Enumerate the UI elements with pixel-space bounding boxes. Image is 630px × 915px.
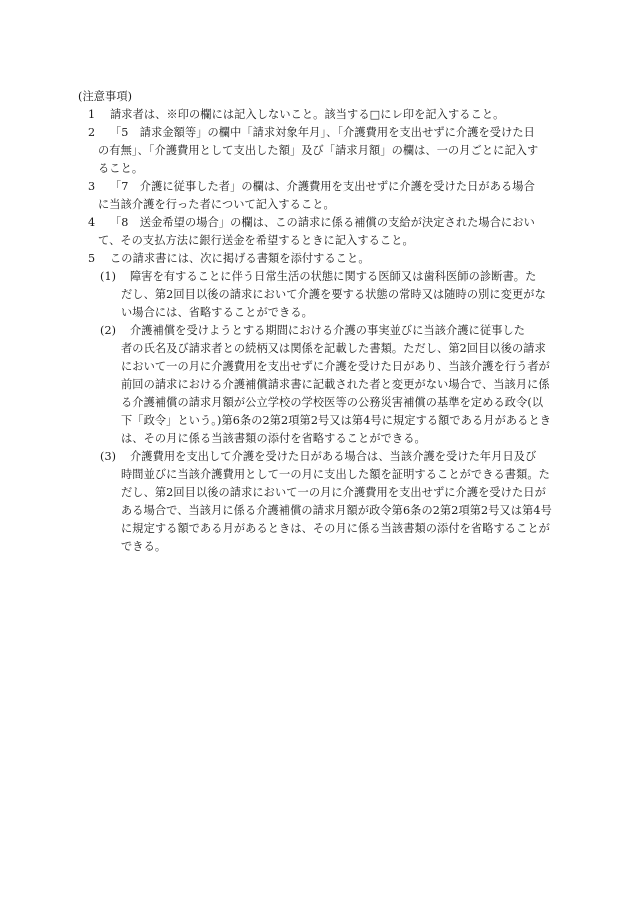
note-line: 「8 送金希望の場合」の欄は、この請求に係る補償の支給が決定された場合におい <box>110 216 535 229</box>
note-number: 2 <box>88 126 96 139</box>
subnote-line: に規定する額である月があるときは、その月に係る当該書類の添付を省略することが <box>121 522 550 535</box>
subnote-line: い場合には、省略することができる。 <box>121 306 313 319</box>
subnote-line: 者の氏名及び請求者との続柄又は関係を記載した書類。ただし、第2回目以後の請求 <box>121 342 546 355</box>
subnote-line: 前回の請求における介護補償請求書に記載された者と変更がない場合で、当該月に係 <box>121 378 550 391</box>
subnote-line: る介護補償の請求月額が公立学校の学校医等の公務災害補償の基準を定める政令(以 <box>121 396 544 409</box>
note-line: 「5 請求金額等」の欄中「請求対象年月」、「介護費用を支出せずに介護を受けた日 <box>110 126 535 139</box>
subnote-line: において一の月に介護費用を支出せずに介護を受けた日があり、当該介護を行う者が <box>121 360 550 373</box>
subnote-line: は、その月に係る当該書類の添付を省略することができる。 <box>121 432 426 445</box>
subnote-line: 介護費用を支出して介護を受けた日がある場合は、当該介護を受けた年月日及び <box>130 450 537 463</box>
note-line: ること。 <box>98 162 144 175</box>
subnote-number: (2) <box>100 324 117 337</box>
note-number: 1 <box>88 108 96 121</box>
note-number: 5 <box>88 252 96 265</box>
subnote-line: 障害を有することに伴う日常生活の状態に関する医師又は歯科医師の診断書。た <box>130 270 537 283</box>
subnote-line: だし、第2回目以後の請求において介護を要する状態の常時又は随時の別に変更がな <box>121 288 546 301</box>
subnote-line: 時間並びに当該介護費用として一の月に支出した額を証明することができる書類。た <box>121 468 550 481</box>
note-line: の有無」、「介護費用として支出した額」及び「請求月額」の欄は、一の月ごとに記入す <box>98 144 539 157</box>
note-line: て、その支払方法に銀行送金を希望するときに記入すること。 <box>98 234 414 247</box>
subnote-number: (3) <box>100 450 117 463</box>
note-line: に当該介護を行った者について記入すること。 <box>98 198 335 211</box>
subnote-line: ある場合で、当該月に係る介護補償の請求月額が政令第6条の2第2項第2号又は第4号 <box>121 504 552 517</box>
notes-heading: (注意事項) <box>78 90 133 103</box>
subnote-line: だし、第2回目以後の請求において一の月に介護費用を支出せずに介護を受けた日が <box>121 486 546 499</box>
subnote-line: 下「政令」という。)第6条の2第2項第2号又は第4号に規定する額である月があるとき <box>121 414 552 427</box>
subnote-number: (1) <box>100 270 117 283</box>
subnote-line: 介護補償を受けようとする期間における介護の事実並びに当該介護に従事した <box>130 324 526 337</box>
subnote-line: できる。 <box>121 540 167 553</box>
note-number: 4 <box>88 216 96 229</box>
note-line: この請求書には、次に掲げる書類を添付すること。 <box>110 252 370 265</box>
note-line: 請求者は、※印の欄には記入しないこと。該当する□にレ印を記入すること。 <box>110 108 505 121</box>
note-line: 「7 介護に従事した者」の欄は、介護費用を支出せずに介護を受けた日がある場合 <box>110 180 535 193</box>
note-number: 3 <box>88 180 96 193</box>
